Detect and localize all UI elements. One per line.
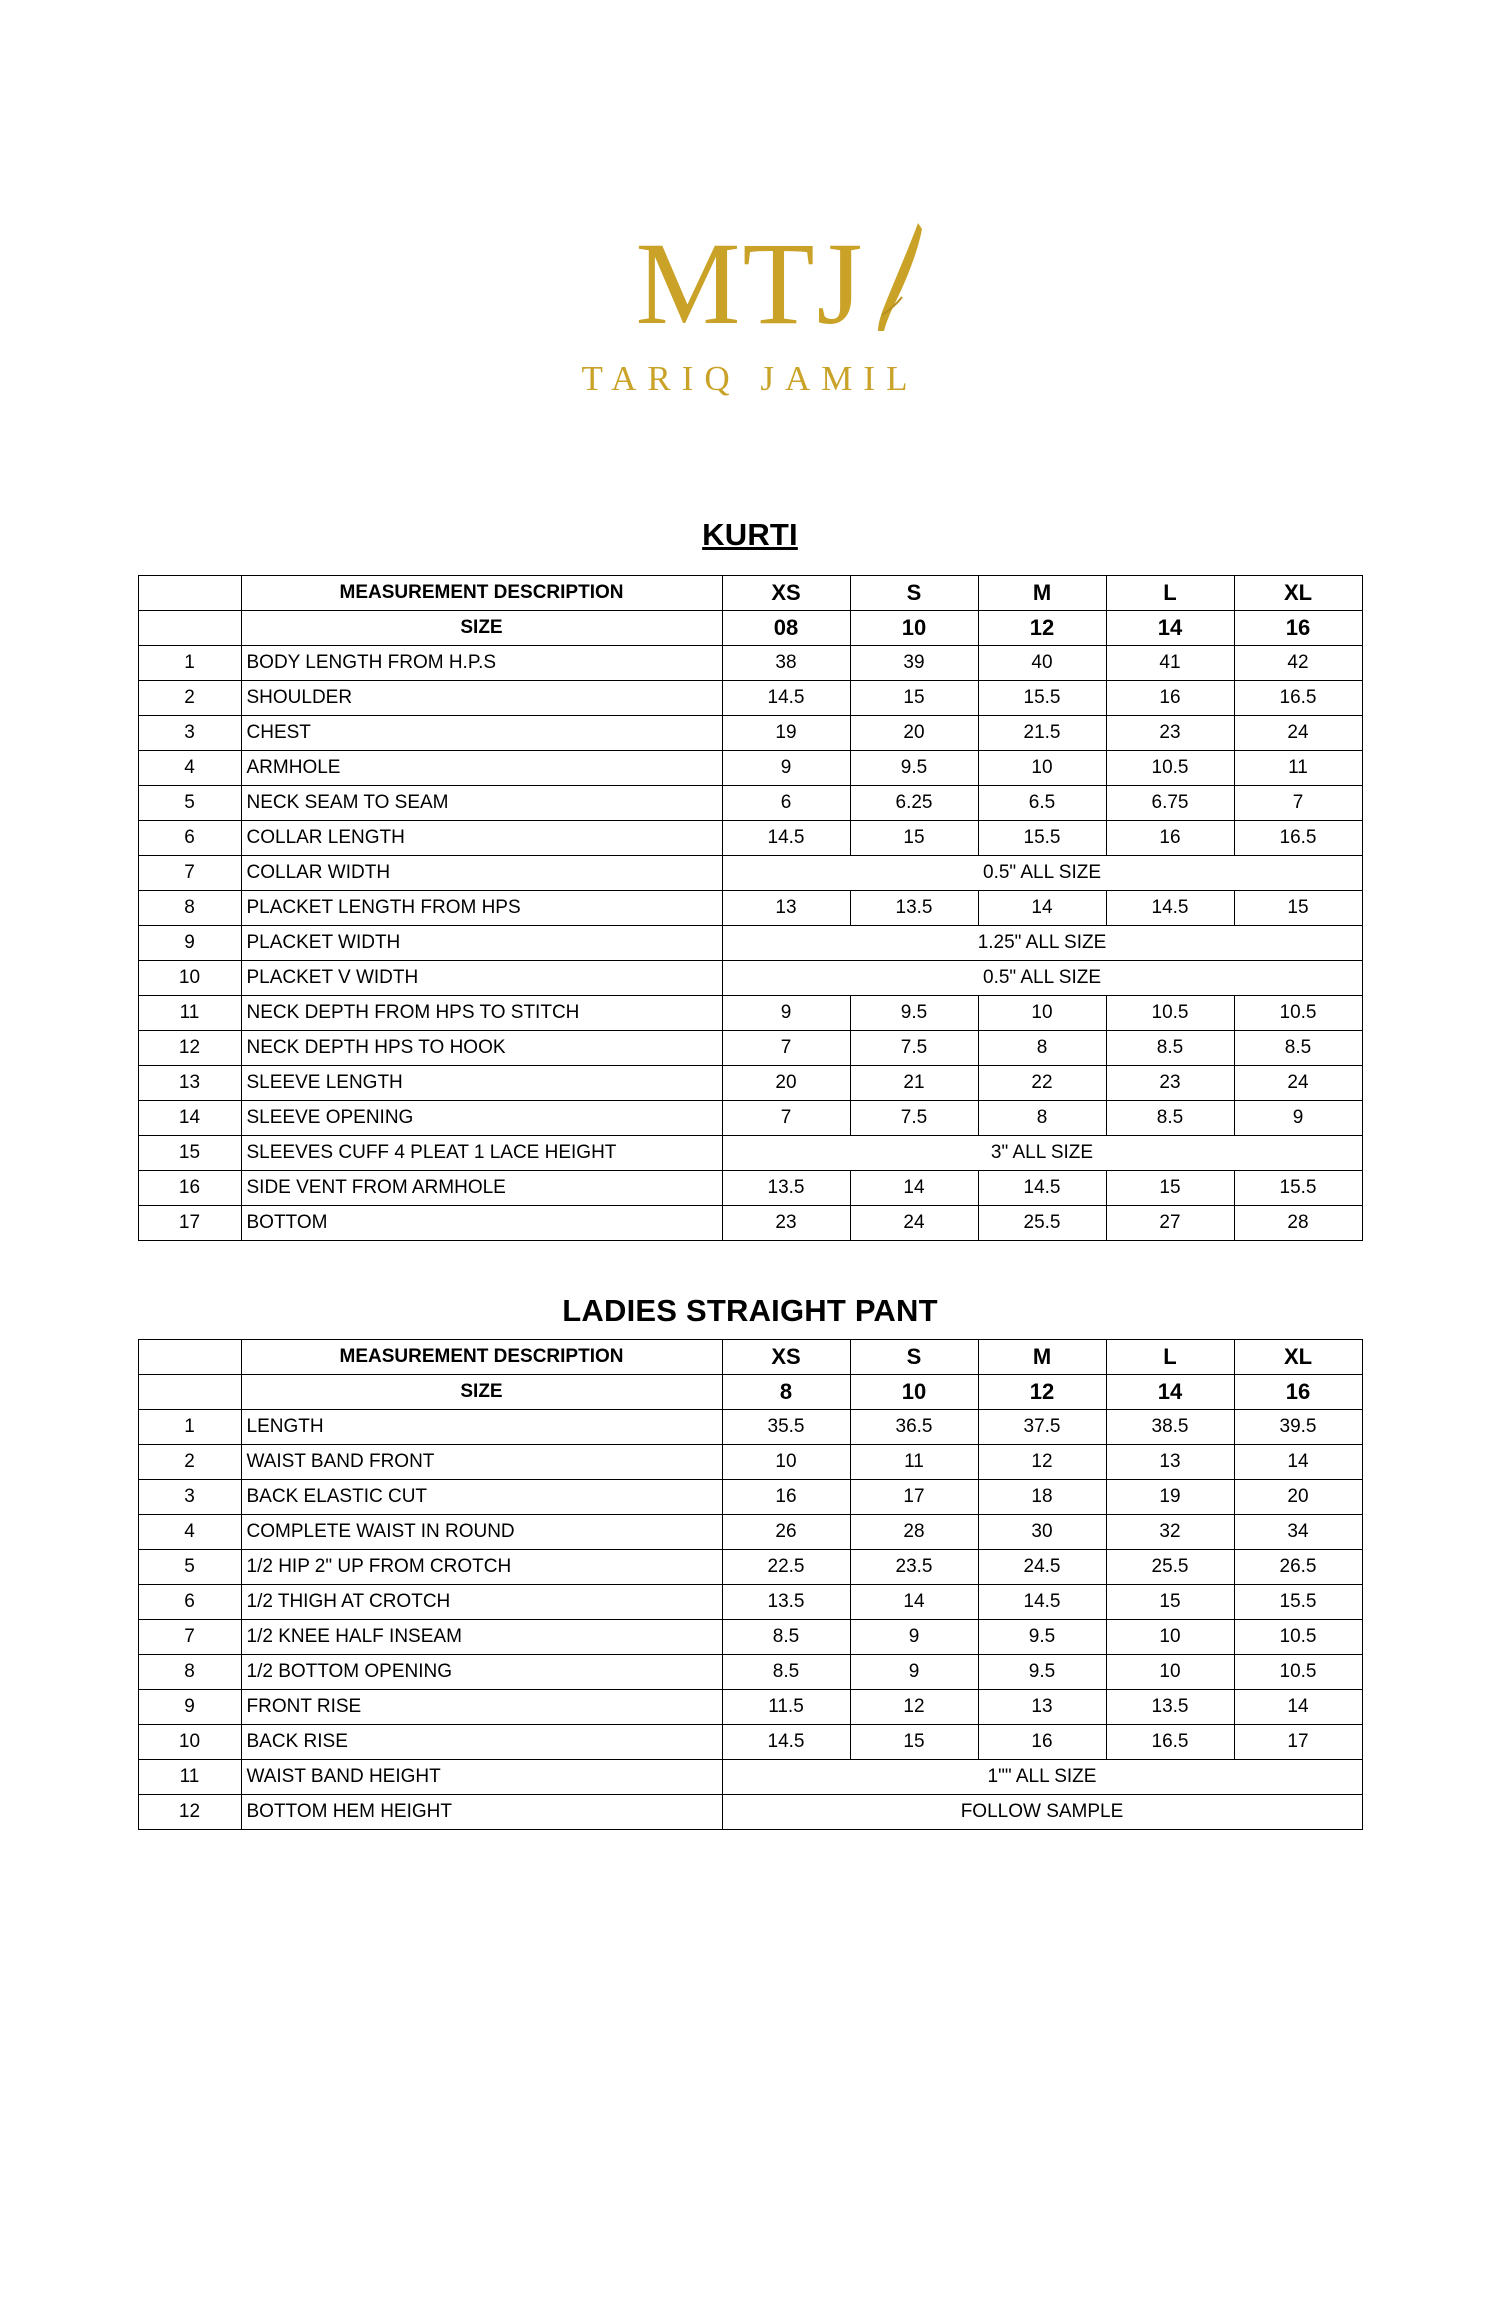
row-value: 23 <box>1106 716 1234 751</box>
row-number: 3 <box>138 1480 241 1515</box>
row-value: 14.5 <box>722 821 850 856</box>
row-description: 1/2 KNEE HALF INSEAM <box>241 1620 722 1655</box>
row-value: 19 <box>722 716 850 751</box>
header-size-number: 16 <box>1234 1375 1362 1410</box>
row-number: 10 <box>138 961 241 996</box>
row-value: 30 <box>978 1515 1106 1550</box>
row-value: 10 <box>1106 1620 1234 1655</box>
header-description-label: MEASUREMENT DESCRIPTION <box>241 1340 722 1375</box>
table-row <box>138 1550 1362 1585</box>
row-value: 13 <box>1106 1445 1234 1480</box>
header-size-code: S <box>850 576 978 611</box>
table-row <box>138 1136 1362 1171</box>
row-description: 1/2 THIGH AT CROTCH <box>241 1585 722 1620</box>
table-row <box>138 1795 1362 1830</box>
table-row <box>138 1655 1362 1690</box>
row-description: FRONT RISE <box>241 1690 722 1725</box>
table-header-row-codes <box>138 1340 1362 1375</box>
row-value: 17 <box>1234 1725 1362 1760</box>
row-value: 24 <box>1234 1066 1362 1101</box>
row-description: BACK RISE <box>241 1725 722 1760</box>
row-value: 26 <box>722 1515 850 1550</box>
row-description: SLEEVES CUFF 4 PLEAT 1 LACE HEIGHT <box>241 1136 722 1171</box>
row-span-note: FOLLOW SAMPLE <box>722 1795 1362 1830</box>
row-value: 22.5 <box>722 1550 850 1585</box>
row-value: 10 <box>1106 1655 1234 1690</box>
row-description: PLACKET WIDTH <box>241 926 722 961</box>
quill-icon <box>870 219 926 339</box>
table-row <box>138 996 1362 1031</box>
row-number: 2 <box>138 1445 241 1480</box>
row-value: 27 <box>1106 1206 1234 1241</box>
row-value: 7.5 <box>850 1101 978 1136</box>
row-value: 20 <box>850 716 978 751</box>
row-value: 10.5 <box>1234 1620 1362 1655</box>
row-number: 17 <box>138 1206 241 1241</box>
row-value: 36.5 <box>850 1410 978 1445</box>
row-value: 22 <box>978 1066 1106 1101</box>
header-size-number: 12 <box>978 1375 1106 1410</box>
row-value: 9.5 <box>978 1620 1106 1655</box>
table-row <box>138 1410 1362 1445</box>
row-value: 15.5 <box>1234 1585 1362 1620</box>
row-value: 25.5 <box>1106 1550 1234 1585</box>
header-size-number: 16 <box>1234 611 1362 646</box>
row-description: SIDE VENT FROM ARMHOLE <box>241 1171 722 1206</box>
row-value: 24.5 <box>978 1550 1106 1585</box>
row-value: 9.5 <box>850 996 978 1031</box>
row-description: PLACKET LENGTH FROM HPS <box>241 891 722 926</box>
table-header-row-sizes <box>138 1375 1362 1410</box>
row-value: 15 <box>1106 1585 1234 1620</box>
row-value: 13 <box>978 1690 1106 1725</box>
header-size-number: 8 <box>722 1375 850 1410</box>
header-size-label: SIZE <box>241 1375 722 1410</box>
row-value: 16 <box>1106 681 1234 716</box>
row-value: 14 <box>850 1585 978 1620</box>
row-value: 14 <box>850 1171 978 1206</box>
section-title-pant <box>0 1293 1500 1329</box>
row-value: 37.5 <box>978 1410 1106 1445</box>
header-corner-cell <box>138 1340 241 1375</box>
row-number: 9 <box>138 926 241 961</box>
row-value: 14.5 <box>722 1725 850 1760</box>
row-value: 8.5 <box>722 1620 850 1655</box>
row-description: NECK SEAM TO SEAM <box>241 786 722 821</box>
header-size-code: S <box>850 1340 978 1375</box>
row-value: 10.5 <box>1106 751 1234 786</box>
header-size-number: 10 <box>850 611 978 646</box>
row-value: 15 <box>850 821 978 856</box>
row-value: 11.5 <box>722 1690 850 1725</box>
row-value: 10 <box>978 751 1106 786</box>
row-number: 4 <box>138 751 241 786</box>
row-number: 16 <box>138 1171 241 1206</box>
row-value: 6.25 <box>850 786 978 821</box>
row-value: 15 <box>850 1725 978 1760</box>
row-value: 23 <box>722 1206 850 1241</box>
row-number: 3 <box>138 716 241 751</box>
table-row <box>138 926 1362 961</box>
row-value: 20 <box>1234 1480 1362 1515</box>
header-size-code: L <box>1106 576 1234 611</box>
row-value: 10 <box>722 1445 850 1480</box>
row-value: 10.5 <box>1234 996 1362 1031</box>
row-span-note: 0.5" ALL SIZE <box>722 856 1362 891</box>
row-number: 10 <box>138 1725 241 1760</box>
row-value: 16 <box>978 1725 1106 1760</box>
row-value: 9 <box>850 1655 978 1690</box>
row-value: 13 <box>722 891 850 926</box>
section-title-kurti-text: KURTI <box>702 517 798 552</box>
table-row <box>138 1515 1362 1550</box>
table-row <box>138 646 1362 681</box>
table-row <box>138 1725 1362 1760</box>
row-description: COMPLETE WAIST IN ROUND <box>241 1515 722 1550</box>
header-size-number: 12 <box>978 611 1106 646</box>
row-span-note: 3" ALL SIZE <box>722 1136 1362 1171</box>
row-number: 7 <box>138 856 241 891</box>
row-value: 21 <box>850 1066 978 1101</box>
logo-subtitle: TARIQ JAMIL <box>581 359 919 398</box>
table-row <box>138 1206 1362 1241</box>
header-size-number: 14 <box>1106 1375 1234 1410</box>
row-number: 5 <box>138 786 241 821</box>
row-value: 8.5 <box>1106 1101 1234 1136</box>
row-value: 12 <box>978 1445 1106 1480</box>
row-description: LENGTH <box>241 1410 722 1445</box>
row-span-note: 1.25" ALL SIZE <box>722 926 1362 961</box>
row-value: 38.5 <box>1106 1410 1234 1445</box>
row-value: 19 <box>1106 1480 1234 1515</box>
row-value: 24 <box>1234 716 1362 751</box>
table-row <box>138 716 1362 751</box>
row-value: 8.5 <box>722 1655 850 1690</box>
row-value: 16.5 <box>1106 1725 1234 1760</box>
table-row <box>138 681 1362 716</box>
row-value: 8 <box>978 1101 1106 1136</box>
row-description: BODY LENGTH FROM H.P.S <box>241 646 722 681</box>
row-description: CHEST <box>241 716 722 751</box>
row-value: 9.5 <box>978 1655 1106 1690</box>
row-value: 9 <box>850 1620 978 1655</box>
header-corner-cell <box>138 576 241 611</box>
row-value: 15.5 <box>1234 1171 1362 1206</box>
logo-mark <box>635 218 865 349</box>
row-value: 39 <box>850 646 978 681</box>
row-value: 15.5 <box>978 681 1106 716</box>
kurti-spec-table <box>138 575 1363 1241</box>
header-size-code: L <box>1106 1340 1234 1375</box>
section-title-pant-text: LADIES STRAIGHT PANT <box>562 1293 938 1328</box>
row-span-note: 0.5" ALL SIZE <box>722 961 1362 996</box>
row-number: 4 <box>138 1515 241 1550</box>
table-row <box>138 856 1362 891</box>
row-value: 7 <box>1234 786 1362 821</box>
row-value: 9 <box>722 996 850 1031</box>
row-value: 35.5 <box>722 1410 850 1445</box>
pant-spec-table <box>138 1339 1363 1830</box>
row-value: 16 <box>722 1480 850 1515</box>
row-value: 32 <box>1106 1515 1234 1550</box>
row-value: 34 <box>1234 1515 1362 1550</box>
row-description: BOTTOM <box>241 1206 722 1241</box>
row-number: 11 <box>138 1760 241 1795</box>
row-number: 8 <box>138 1655 241 1690</box>
row-value: 26.5 <box>1234 1550 1362 1585</box>
logo-wordmark: MTJ <box>635 218 865 349</box>
header-size-number: 14 <box>1106 611 1234 646</box>
row-value: 6 <box>722 786 850 821</box>
row-number: 7 <box>138 1620 241 1655</box>
row-value: 14.5 <box>722 681 850 716</box>
header-description-label: MEASUREMENT DESCRIPTION <box>241 576 722 611</box>
row-value: 18 <box>978 1480 1106 1515</box>
section-title-kurti <box>0 517 1500 553</box>
row-value: 10.5 <box>1106 996 1234 1031</box>
row-value: 17 <box>850 1480 978 1515</box>
row-description: WAIST BAND HEIGHT <box>241 1760 722 1795</box>
row-description: COLLAR LENGTH <box>241 821 722 856</box>
table-row <box>138 1480 1362 1515</box>
row-description: NECK DEPTH HPS TO HOOK <box>241 1031 722 1066</box>
row-value: 8.5 <box>1234 1031 1362 1066</box>
row-value: 16.5 <box>1234 821 1362 856</box>
row-number: 8 <box>138 891 241 926</box>
row-value: 13.5 <box>850 891 978 926</box>
table-row <box>138 1031 1362 1066</box>
row-value: 15 <box>850 681 978 716</box>
brand-logo <box>0 0 1500 399</box>
row-value: 6.5 <box>978 786 1106 821</box>
table-header-row-codes <box>138 576 1362 611</box>
row-description: WAIST BAND FRONT <box>241 1445 722 1480</box>
table-row <box>138 1690 1362 1725</box>
table-row <box>138 961 1362 996</box>
header-size-code: M <box>978 1340 1106 1375</box>
row-value: 14.5 <box>978 1171 1106 1206</box>
row-value: 14.5 <box>1106 891 1234 926</box>
row-value: 20 <box>722 1066 850 1101</box>
row-value: 12 <box>850 1690 978 1725</box>
row-value: 11 <box>1234 751 1362 786</box>
row-value: 13.5 <box>722 1585 850 1620</box>
row-number: 1 <box>138 1410 241 1445</box>
header-size-code: XL <box>1234 1340 1362 1375</box>
row-value: 7.5 <box>850 1031 978 1066</box>
row-value: 39.5 <box>1234 1410 1362 1445</box>
row-description: SLEEVE OPENING <box>241 1101 722 1136</box>
row-description: NECK DEPTH FROM HPS TO STITCH <box>241 996 722 1031</box>
row-value: 7 <box>722 1101 850 1136</box>
row-value: 14 <box>1234 1690 1362 1725</box>
row-description: SHOULDER <box>241 681 722 716</box>
row-number: 14 <box>138 1101 241 1136</box>
row-value: 14.5 <box>978 1585 1106 1620</box>
header-size-number: 08 <box>722 611 850 646</box>
row-number: 15 <box>138 1136 241 1171</box>
row-number: 12 <box>138 1031 241 1066</box>
row-number: 1 <box>138 646 241 681</box>
header-size-label: SIZE <box>241 611 722 646</box>
row-description: PLACKET V WIDTH <box>241 961 722 996</box>
header-size-code: XS <box>722 576 850 611</box>
row-description: SLEEVE LENGTH <box>241 1066 722 1101</box>
table-row <box>138 821 1362 856</box>
row-value: 38 <box>722 646 850 681</box>
table-row <box>138 1760 1362 1795</box>
row-value: 23.5 <box>850 1550 978 1585</box>
row-number: 9 <box>138 1690 241 1725</box>
row-value: 16 <box>1106 821 1234 856</box>
row-value: 24 <box>850 1206 978 1241</box>
table-row <box>138 751 1362 786</box>
table-row <box>138 1620 1362 1655</box>
row-value: 13.5 <box>722 1171 850 1206</box>
row-value: 28 <box>1234 1206 1362 1241</box>
row-value: 9 <box>722 751 850 786</box>
row-value: 42 <box>1234 646 1362 681</box>
row-value: 8.5 <box>1106 1031 1234 1066</box>
row-value: 41 <box>1106 646 1234 681</box>
table-row <box>138 1066 1362 1101</box>
row-value: 28 <box>850 1515 978 1550</box>
row-value: 6.75 <box>1106 786 1234 821</box>
row-number: 12 <box>138 1795 241 1830</box>
row-value: 21.5 <box>978 716 1106 751</box>
row-description: 1/2 HIP 2" UP FROM CROTCH <box>241 1550 722 1585</box>
row-number: 11 <box>138 996 241 1031</box>
row-value: 40 <box>978 646 1106 681</box>
row-description: ARMHOLE <box>241 751 722 786</box>
row-value: 9 <box>1234 1101 1362 1136</box>
table-row <box>138 1171 1362 1206</box>
row-value: 7 <box>722 1031 850 1066</box>
row-value: 9.5 <box>850 751 978 786</box>
row-value: 14 <box>978 891 1106 926</box>
header-size-code: M <box>978 576 1106 611</box>
row-description: BACK ELASTIC CUT <box>241 1480 722 1515</box>
table-row <box>138 1101 1362 1136</box>
row-value: 13.5 <box>1106 1690 1234 1725</box>
row-value: 15 <box>1234 891 1362 926</box>
row-value: 16.5 <box>1234 681 1362 716</box>
header-size-number: 10 <box>850 1375 978 1410</box>
row-number: 5 <box>138 1550 241 1585</box>
row-value: 15 <box>1106 1171 1234 1206</box>
row-value: 25.5 <box>978 1206 1106 1241</box>
row-value: 8 <box>978 1031 1106 1066</box>
table-header-row-sizes <box>138 611 1362 646</box>
row-description: BOTTOM HEM HEIGHT <box>241 1795 722 1830</box>
row-number: 13 <box>138 1066 241 1101</box>
row-description: 1/2 BOTTOM OPENING <box>241 1655 722 1690</box>
row-number: 2 <box>138 681 241 716</box>
table-row <box>138 786 1362 821</box>
row-number: 6 <box>138 821 241 856</box>
row-description: COLLAR WIDTH <box>241 856 722 891</box>
row-value: 15.5 <box>978 821 1106 856</box>
row-value: 11 <box>850 1445 978 1480</box>
header-corner-cell-2 <box>138 1375 241 1410</box>
header-size-code: XS <box>722 1340 850 1375</box>
header-corner-cell-2 <box>138 611 241 646</box>
row-span-note: 1"" ALL SIZE <box>722 1760 1362 1795</box>
row-value: 10 <box>978 996 1106 1031</box>
row-value: 14 <box>1234 1445 1362 1480</box>
table-row <box>138 891 1362 926</box>
table-row <box>138 1445 1362 1480</box>
row-value: 10.5 <box>1234 1655 1362 1690</box>
row-number: 6 <box>138 1585 241 1620</box>
row-value: 23 <box>1106 1066 1234 1101</box>
table-row <box>138 1585 1362 1620</box>
header-size-code: XL <box>1234 576 1362 611</box>
